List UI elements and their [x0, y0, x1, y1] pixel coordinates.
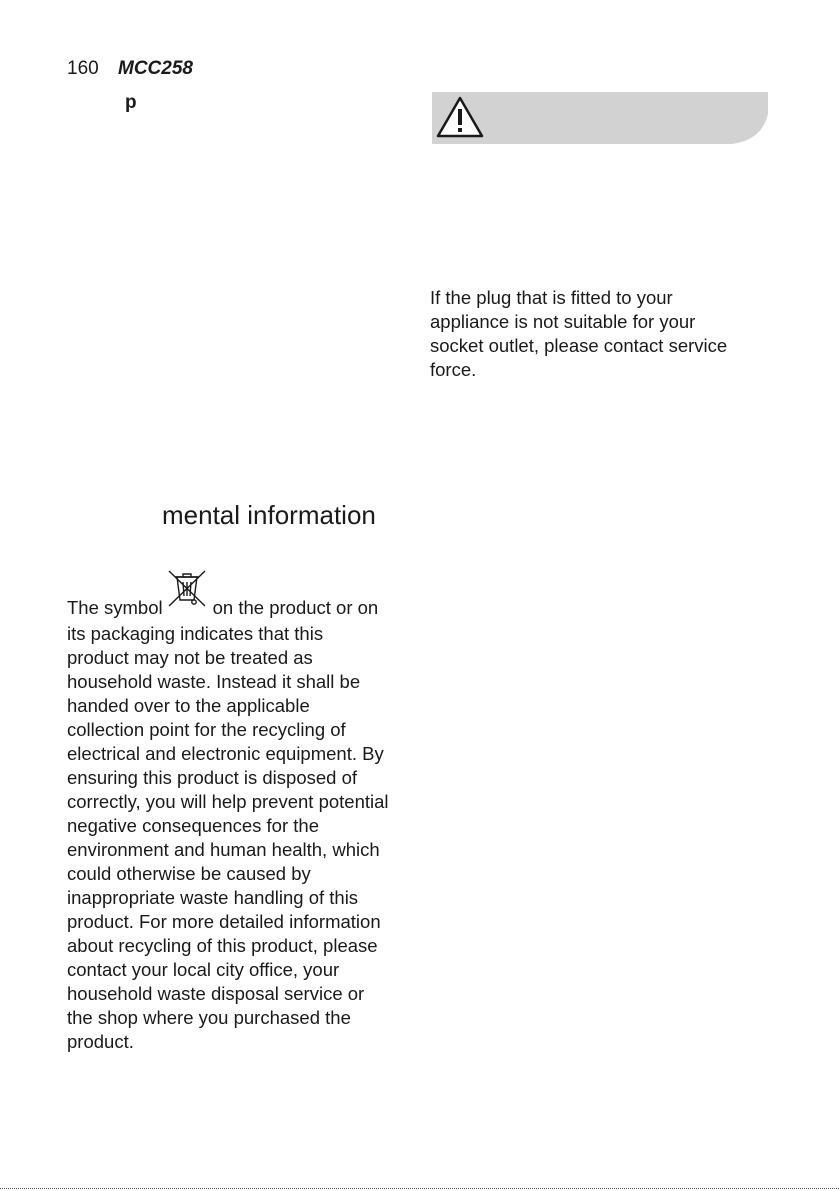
plug-notice-line: appliance is not suitable for your: [430, 311, 696, 332]
environment-line: product.: [67, 1031, 134, 1052]
model-name: MCC258: [118, 58, 193, 79]
environment-line: handed over to the applicable: [67, 695, 310, 716]
environment-line: the shop where you purchased the: [67, 1007, 351, 1028]
environment-line: ensuring this product is disposed of: [67, 767, 358, 788]
symbol-text-before: The symbol: [67, 597, 163, 618]
environment-line: environment and human health, which: [67, 839, 380, 860]
plug-notice-line: socket outlet, please contact service: [430, 335, 728, 356]
environment-line: about recycling of this product, please: [67, 935, 378, 956]
heading-fragment: p: [125, 92, 137, 113]
environment-line: household waste disposal service or: [67, 983, 365, 1004]
page-number: 160: [67, 58, 99, 79]
environment-line: collection point for the recycling of: [67, 719, 346, 740]
crossed-out-wheelie-bin-icon: [165, 568, 209, 608]
environment-line: product may not be treated as: [67, 647, 313, 668]
environment-line: contact your local city office, your: [67, 959, 340, 980]
environment-line: could otherwise be caused by: [67, 863, 311, 884]
section-heading: mental information: [162, 500, 376, 530]
environment-line: its packaging indicates that this: [67, 623, 324, 644]
plug-notice-line: force.: [430, 359, 477, 380]
plug-notice: [430, 286, 760, 382]
environment-line: household waste. Instead it shall be: [67, 671, 361, 692]
environment-paragraph: [67, 582, 412, 1054]
environment-line: correctly, you will help prevent potential: [67, 791, 389, 812]
environment-line: product. For more detailed information: [67, 911, 381, 932]
plug-notice-line: If the plug that is fitted to your: [430, 287, 673, 308]
warning-banner: [432, 92, 768, 144]
environment-line: negative consequences for the: [67, 815, 319, 836]
environment-line: inappropriate waste handling of this: [67, 887, 359, 908]
environment-line: electrical and electronic equipment. By: [67, 743, 384, 764]
page-bottom-rule: [0, 1188, 839, 1189]
symbol-text-after: on the product or on: [212, 597, 379, 618]
environment-line: [67, 582, 412, 622]
